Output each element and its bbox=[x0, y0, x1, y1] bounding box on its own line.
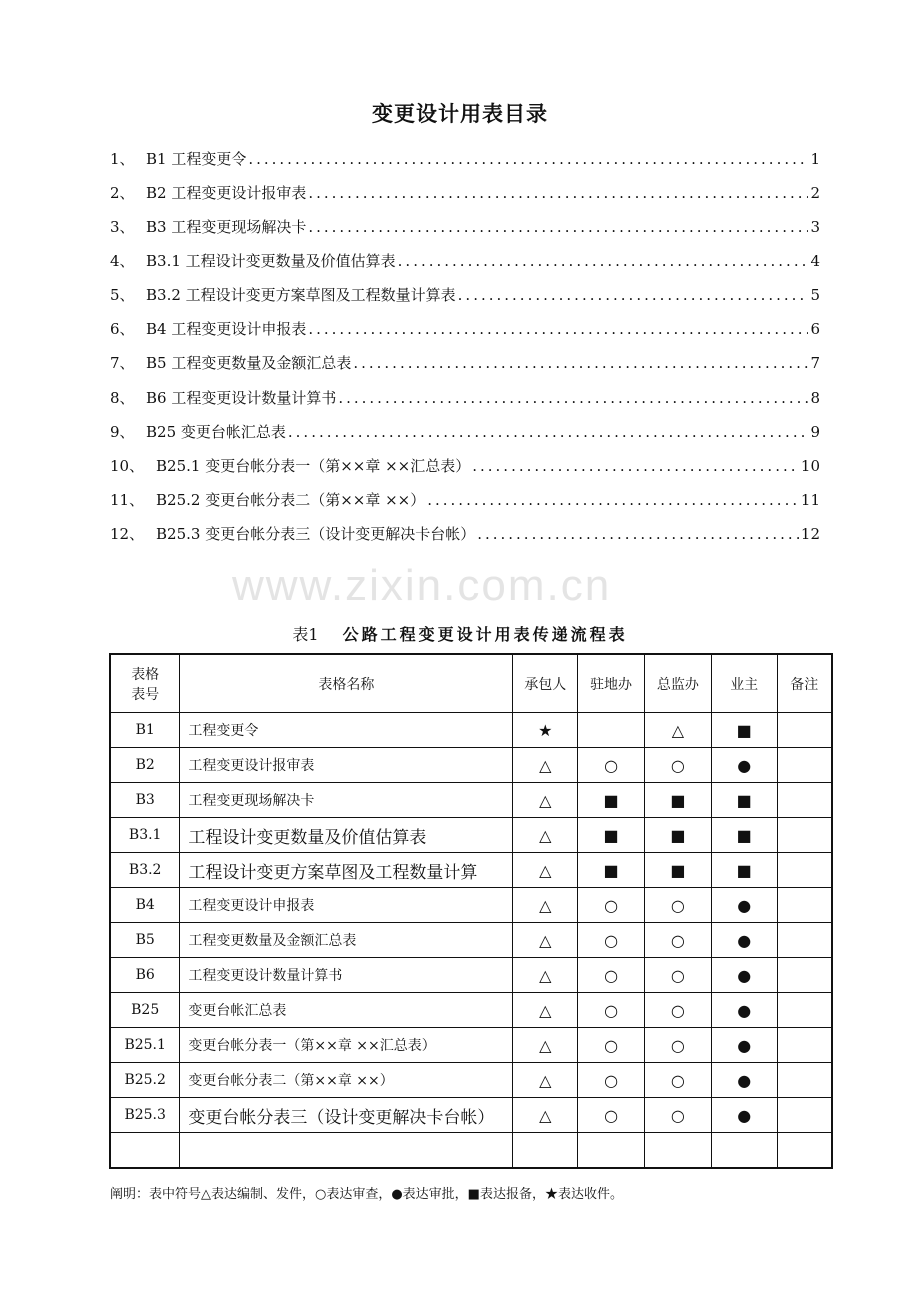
cell-code: B6 bbox=[110, 958, 180, 993]
cell-resident: ■ bbox=[578, 853, 645, 888]
cell-chief: ○ bbox=[644, 923, 711, 958]
toc-label: B1 工程变更令 bbox=[146, 150, 247, 168]
cell-remark bbox=[777, 1063, 832, 1098]
toc-entry[interactable] bbox=[110, 421, 820, 443]
cell-remark bbox=[777, 1133, 832, 1169]
toc-entry[interactable] bbox=[110, 148, 820, 170]
header-owner: 业主 bbox=[711, 654, 777, 713]
cell-contractor: △ bbox=[513, 783, 578, 818]
toc-leader-dots bbox=[353, 354, 808, 372]
toc-leader-dots bbox=[248, 150, 808, 168]
toc-page-number: 11 bbox=[800, 491, 820, 509]
cell-chief: ○ bbox=[644, 888, 711, 923]
cell-resident: ○ bbox=[578, 1063, 645, 1098]
cell-remark bbox=[777, 1098, 832, 1133]
toc-number: 8、 bbox=[110, 389, 135, 407]
cell-code: B25 bbox=[110, 993, 180, 1028]
cell-code: B25.3 bbox=[110, 1098, 180, 1133]
cell-owner: ● bbox=[711, 1063, 777, 1098]
header-code-line2: 表号 bbox=[131, 686, 160, 703]
toc-leader-dots bbox=[308, 320, 808, 338]
cell-resident: ○ bbox=[578, 993, 645, 1028]
toc-leader-dots bbox=[458, 286, 809, 304]
cell-name: 工程变更数量及金额汇总表 bbox=[180, 923, 513, 958]
cell-code bbox=[110, 1133, 180, 1169]
table-row bbox=[110, 818, 832, 853]
toc-label: B3 工程变更现场解决卡 bbox=[146, 218, 307, 236]
cell-chief: △ bbox=[644, 713, 711, 748]
cell-chief: ○ bbox=[644, 1098, 711, 1133]
toc-entry[interactable] bbox=[110, 352, 820, 374]
cell-name bbox=[180, 1133, 513, 1169]
table-row bbox=[110, 853, 832, 888]
toc-leader-dots bbox=[338, 389, 808, 407]
cell-owner: ■ bbox=[711, 713, 777, 748]
toc-label: B3.1 工程设计变更数量及价值估算表 bbox=[146, 252, 396, 270]
toc-leader-dots bbox=[472, 457, 799, 475]
table-row bbox=[110, 713, 832, 748]
cell-code: B3.1 bbox=[110, 818, 180, 853]
toc-label: B25 变更台帐汇总表 bbox=[146, 423, 286, 441]
watermark: www.zixin.com.cn bbox=[232, 561, 612, 610]
cell-contractor: △ bbox=[513, 1098, 578, 1133]
cell-name: 变更台帐分表一（第××章 ××汇总表） bbox=[180, 1028, 513, 1063]
toc-number: 9、 bbox=[110, 423, 135, 441]
cell-code: B25.1 bbox=[110, 1028, 180, 1063]
cell-owner: ■ bbox=[711, 783, 777, 818]
toc-number: 12、 bbox=[110, 525, 145, 543]
cell-code: B1 bbox=[110, 713, 180, 748]
cell-name: 工程变更设计数量计算书 bbox=[180, 958, 513, 993]
toc-entry[interactable] bbox=[110, 318, 820, 340]
toc-label: B2 工程变更设计报审表 bbox=[146, 184, 307, 202]
cell-owner: ● bbox=[711, 923, 777, 958]
toc-label: B4 工程变更设计申报表 bbox=[146, 320, 307, 338]
toc-page-number: 9 bbox=[810, 423, 820, 441]
cell-chief: ■ bbox=[644, 783, 711, 818]
header-remark: 备注 bbox=[777, 654, 832, 713]
cell-resident: ○ bbox=[578, 923, 645, 958]
cell-name: 变更台帐汇总表 bbox=[180, 993, 513, 1028]
toc-leader-dots bbox=[308, 184, 808, 202]
page-title: 变更设计用表目录 bbox=[372, 101, 548, 126]
toc-entry[interactable] bbox=[110, 250, 820, 272]
cell-chief: ○ bbox=[644, 993, 711, 1028]
cell-chief: ○ bbox=[644, 958, 711, 993]
toc-number: 4、 bbox=[110, 252, 135, 270]
table-header-row bbox=[110, 654, 832, 713]
toc-entry[interactable] bbox=[110, 387, 820, 409]
cell-owner: ■ bbox=[711, 818, 777, 853]
table-row bbox=[110, 923, 832, 958]
cell-code: B4 bbox=[110, 888, 180, 923]
toc-page-number: 10 bbox=[800, 457, 820, 475]
cell-owner: ● bbox=[711, 748, 777, 783]
cell-remark bbox=[777, 958, 832, 993]
table-caption bbox=[0, 622, 920, 645]
toc-label: B25.2 变更台帐分表二（第××章 ××） bbox=[156, 491, 426, 509]
cell-resident: ○ bbox=[578, 958, 645, 993]
toc-page-number: 5 bbox=[810, 286, 820, 304]
cell-remark bbox=[777, 993, 832, 1028]
toc-number: 6、 bbox=[110, 320, 135, 338]
cell-code: B3.2 bbox=[110, 853, 180, 888]
toc-label: B5 工程变更数量及金额汇总表 bbox=[146, 354, 352, 372]
table-row bbox=[110, 783, 832, 818]
toc-label: B6 工程变更设计数量计算书 bbox=[146, 389, 337, 407]
cell-resident: ○ bbox=[578, 888, 645, 923]
cell-owner: ● bbox=[711, 1098, 777, 1133]
cell-resident: ○ bbox=[578, 1028, 645, 1063]
toc-leader-dots bbox=[288, 423, 809, 441]
cell-name: 工程变更现场解决卡 bbox=[180, 783, 513, 818]
cell-code: B25.2 bbox=[110, 1063, 180, 1098]
toc-label: B25.3 变更台帐分表三（设计变更解决卡台帐） bbox=[156, 525, 476, 543]
toc-page-number: 8 bbox=[810, 389, 820, 407]
cell-name: 工程设计变更方案草图及工程数量计算 bbox=[180, 853, 513, 888]
toc-entry[interactable] bbox=[110, 182, 820, 204]
cell-owner bbox=[711, 1133, 777, 1169]
cell-contractor: △ bbox=[513, 923, 578, 958]
table-row bbox=[110, 1063, 832, 1098]
toc-number: 3、 bbox=[110, 218, 135, 236]
toc-number: 7、 bbox=[110, 354, 135, 372]
cell-resident: ○ bbox=[578, 748, 645, 783]
toc-page-number: 1 bbox=[810, 150, 820, 168]
cell-resident bbox=[578, 713, 645, 748]
toc-page-number: 7 bbox=[810, 354, 820, 372]
cell-remark bbox=[777, 783, 832, 818]
toc-leader-dots bbox=[308, 218, 808, 236]
table-row bbox=[110, 888, 832, 923]
table-caption-title: 公路工程变更设计用表传递流程表 bbox=[342, 625, 628, 644]
toc-number: 10、 bbox=[110, 457, 145, 475]
cell-remark bbox=[777, 713, 832, 748]
table-row bbox=[110, 1133, 832, 1169]
cell-contractor: ★ bbox=[513, 713, 578, 748]
cell-name: 工程变更设计报审表 bbox=[180, 748, 513, 783]
table-row bbox=[110, 993, 832, 1028]
table-row bbox=[110, 748, 832, 783]
cell-owner: ■ bbox=[711, 853, 777, 888]
cell-chief: ○ bbox=[644, 1063, 711, 1098]
cell-remark bbox=[777, 1028, 832, 1063]
table-row bbox=[110, 1098, 832, 1133]
toc-entry[interactable] bbox=[110, 489, 820, 511]
cell-code: B3 bbox=[110, 783, 180, 818]
cell-resident: ■ bbox=[578, 818, 645, 853]
header-contractor: 承包人 bbox=[513, 654, 578, 713]
cell-resident: ■ bbox=[578, 783, 645, 818]
header-name: 表格名称 bbox=[180, 654, 513, 713]
cell-code: B5 bbox=[110, 923, 180, 958]
cell-contractor: △ bbox=[513, 993, 578, 1028]
cell-name: 工程设计变更数量及价值估算表 bbox=[180, 818, 513, 853]
toc-number: 1、 bbox=[110, 150, 135, 168]
cell-contractor: △ bbox=[513, 748, 578, 783]
cell-remark bbox=[777, 748, 832, 783]
toc-number: 5、 bbox=[110, 286, 135, 304]
table-caption-prefix: 表1 bbox=[292, 625, 319, 644]
cell-contractor bbox=[513, 1133, 578, 1169]
cell-contractor: △ bbox=[513, 958, 578, 993]
cell-contractor: △ bbox=[513, 888, 578, 923]
cell-chief: ○ bbox=[644, 1028, 711, 1063]
table-row bbox=[110, 958, 832, 993]
toc-entry[interactable] bbox=[110, 523, 820, 545]
toc-entry[interactable] bbox=[110, 455, 820, 477]
cell-contractor: △ bbox=[513, 1063, 578, 1098]
cell-contractor: △ bbox=[513, 853, 578, 888]
header-chief: 总监办 bbox=[644, 654, 711, 713]
cell-resident: ○ bbox=[578, 1098, 645, 1133]
header-code-line1: 表格 bbox=[131, 666, 160, 683]
cell-code: B2 bbox=[110, 748, 180, 783]
cell-name: 工程变更设计申报表 bbox=[180, 888, 513, 923]
cell-remark bbox=[777, 818, 832, 853]
toc-page-number: 3 bbox=[810, 218, 820, 236]
toc-entry[interactable] bbox=[110, 216, 820, 238]
toc-page-number: 6 bbox=[810, 320, 820, 338]
toc-page-number: 4 bbox=[810, 252, 820, 270]
cell-chief: ○ bbox=[644, 748, 711, 783]
table-row bbox=[110, 1028, 832, 1063]
toc-page-number: 12 bbox=[800, 525, 820, 543]
toc-leader-dots bbox=[398, 252, 809, 270]
cell-owner: ● bbox=[711, 993, 777, 1028]
toc-entry[interactable] bbox=[110, 284, 820, 306]
header-resident: 驻地办 bbox=[578, 654, 645, 713]
legend-note: 阐明：表中符号△表达编制、发件，○表达审查，●表达审批，■表达报备，★表达收件。 bbox=[110, 1187, 623, 1202]
toc-number: 11、 bbox=[110, 491, 145, 509]
cell-remark bbox=[777, 923, 832, 958]
cell-owner: ● bbox=[711, 888, 777, 923]
cell-contractor: △ bbox=[513, 1028, 578, 1063]
toc-leader-dots bbox=[477, 525, 799, 543]
cell-remark bbox=[777, 853, 832, 888]
cell-chief: ■ bbox=[644, 853, 711, 888]
cell-name: 变更台帐分表二（第××章 ××） bbox=[180, 1063, 513, 1098]
cell-resident bbox=[578, 1133, 645, 1169]
toc-label: B25.1 变更台帐分表一（第××章 ××汇总表） bbox=[156, 457, 471, 475]
cell-chief bbox=[644, 1133, 711, 1169]
cell-owner: ● bbox=[711, 1028, 777, 1063]
toc-page-number: 2 bbox=[810, 184, 820, 202]
cell-remark bbox=[777, 888, 832, 923]
toc-label: B3.2 工程设计变更方案草图及工程数量计算表 bbox=[146, 286, 456, 304]
cell-chief: ■ bbox=[644, 818, 711, 853]
cell-owner: ● bbox=[711, 958, 777, 993]
toc-leader-dots bbox=[427, 491, 799, 509]
header-code bbox=[110, 654, 180, 713]
flow-table bbox=[109, 653, 833, 1169]
cell-name: 工程变更令 bbox=[180, 713, 513, 748]
cell-contractor: △ bbox=[513, 818, 578, 853]
toc-number: 2、 bbox=[110, 184, 135, 202]
cell-name: 变更台帐分表三（设计变更解决卡台帐） bbox=[180, 1098, 513, 1133]
